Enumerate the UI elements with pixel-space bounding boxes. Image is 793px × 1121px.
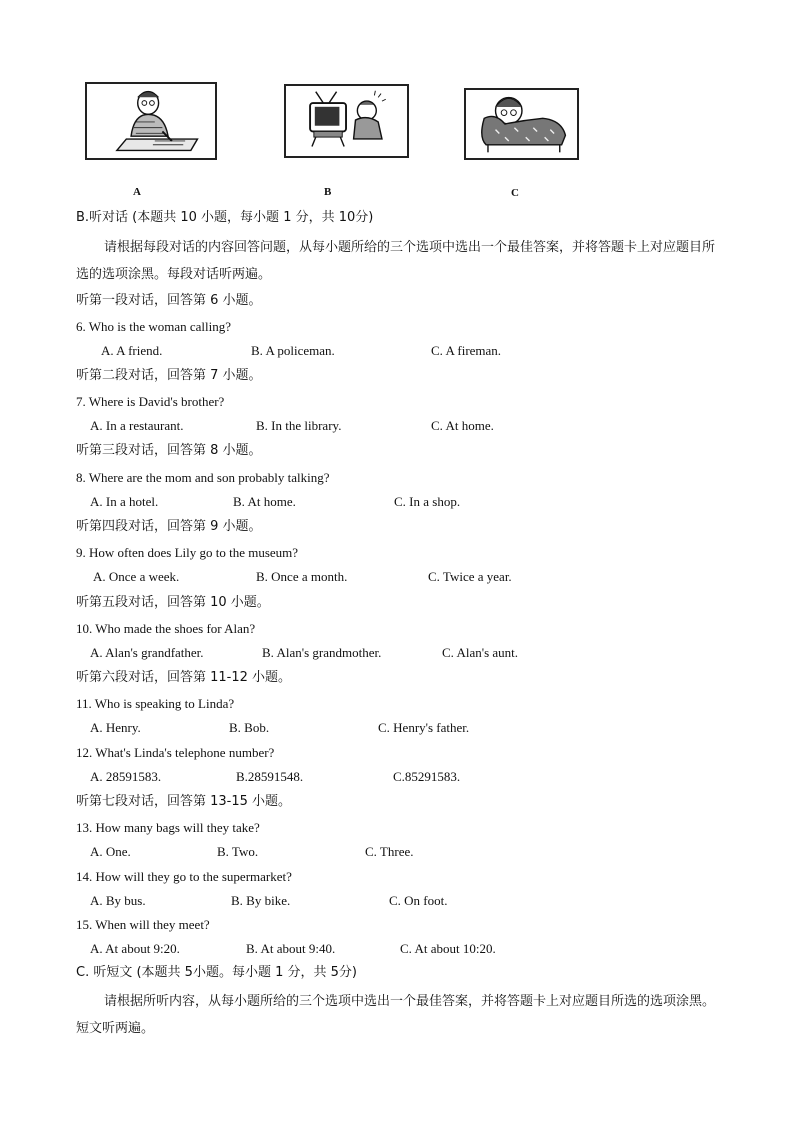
tv-sick-boy-icon <box>286 86 407 156</box>
dialogue-cue: 听第三段对话，回答第 8 小题。 <box>76 443 262 458</box>
option: B. Two. <box>217 844 259 859</box>
dialogue-cue: 听第五段对话，回答第 10 小题。 <box>76 595 270 610</box>
option: A. One. <box>90 844 131 859</box>
section-b-instructions: 请根据每段对话的内容回答问题，从每小题所给的三个选项中选出一个最佳答案，并将答题卡上对应题目所选的选项涂黑。每段对话听两遍。 <box>76 240 716 282</box>
student-writing-icon <box>87 84 215 158</box>
option: B. Bob. <box>229 720 270 735</box>
option: A. At about 9:20. <box>90 941 180 956</box>
option: A. In a hotel. <box>90 494 159 509</box>
dialogue-cue: 听第四段对话，回答第 9 小题。 <box>76 519 262 534</box>
option: B. At about 9:40. <box>246 941 336 956</box>
question: 6. Who is the woman calling? <box>76 319 232 334</box>
option: A. A friend. <box>101 343 163 358</box>
option: A. Once a week. <box>93 569 180 584</box>
option: C. Twice a year. <box>428 569 512 584</box>
picture-a <box>85 82 217 160</box>
question: 10. Who made the shoes for Alan? <box>76 621 256 636</box>
option: B. In the library. <box>256 418 342 433</box>
option: C. In a shop. <box>394 494 461 509</box>
question: 7. Where is David's brother? <box>76 394 225 409</box>
option: A. 28591583. <box>90 769 162 784</box>
question: 13. How many bags will they take? <box>76 820 260 835</box>
option: C. At home. <box>431 418 494 433</box>
question: 15. When will they meet? <box>76 917 210 932</box>
question: 8. Where are the mom and son probably talking? <box>76 470 330 485</box>
section-b-title: B.听对话 (本题共 10 小题，每小题 1 分，共 10分) <box>76 210 374 225</box>
dialogue-cue: 听第七段对话，回答第 13-15 小题。 <box>76 794 292 809</box>
option: C. Alan's aunt. <box>442 645 519 660</box>
picture-b <box>284 84 409 158</box>
option: C. Henry's father. <box>378 720 470 735</box>
dialogue-cue: 听第二段对话，回答第 7 小题。 <box>76 368 262 383</box>
option: A. Alan's grandfather. <box>90 645 204 660</box>
picture-label-c: C <box>511 187 519 199</box>
option: C.85291583. <box>393 769 461 784</box>
person-in-bed-icon <box>466 90 577 158</box>
question: 12. What's Linda's telephone number? <box>76 745 275 760</box>
option: B.28591548. <box>236 769 304 784</box>
option: C. A fireman. <box>431 343 502 358</box>
option: B. By bike. <box>231 893 291 908</box>
section-c-title: C. 听短文 (本题共 5小题。每小题 1 分，共 5分) <box>76 965 357 980</box>
dialogue-cue: 听第一段对话，回答第 6 小题。 <box>76 293 262 308</box>
option: B. A policeman. <box>251 343 335 358</box>
picture-label-a: A <box>133 186 141 198</box>
option: C. On foot. <box>389 893 448 908</box>
option: A. Henry. <box>90 720 141 735</box>
section-c-instructions: 请根据所听内容，从每小题所给的三个选项中选出一个最佳答案，并将答题卡上对应题目所选的选项涂黑。短文听两遍。 <box>76 994 716 1036</box>
option: B. At home. <box>233 494 296 509</box>
option: B. Alan's grandmother. <box>262 645 382 660</box>
question: 9. How often does Lily go to the museum? <box>76 545 299 560</box>
dialogue-cue: 听第六段对话，回答第 11-12 小题。 <box>76 670 292 685</box>
question: 14. How will they go to the supermarket? <box>76 869 292 884</box>
option: A. In a restaurant. <box>90 418 184 433</box>
option: C. At about 10:20. <box>400 941 496 956</box>
question: 11. Who is speaking to Linda? <box>76 696 235 711</box>
option: A. By bus. <box>90 893 146 908</box>
picture-label-b: B <box>324 186 332 198</box>
option: B. Once a month. <box>256 569 348 584</box>
picture-c <box>464 88 579 160</box>
option: C. Three. <box>365 844 414 859</box>
